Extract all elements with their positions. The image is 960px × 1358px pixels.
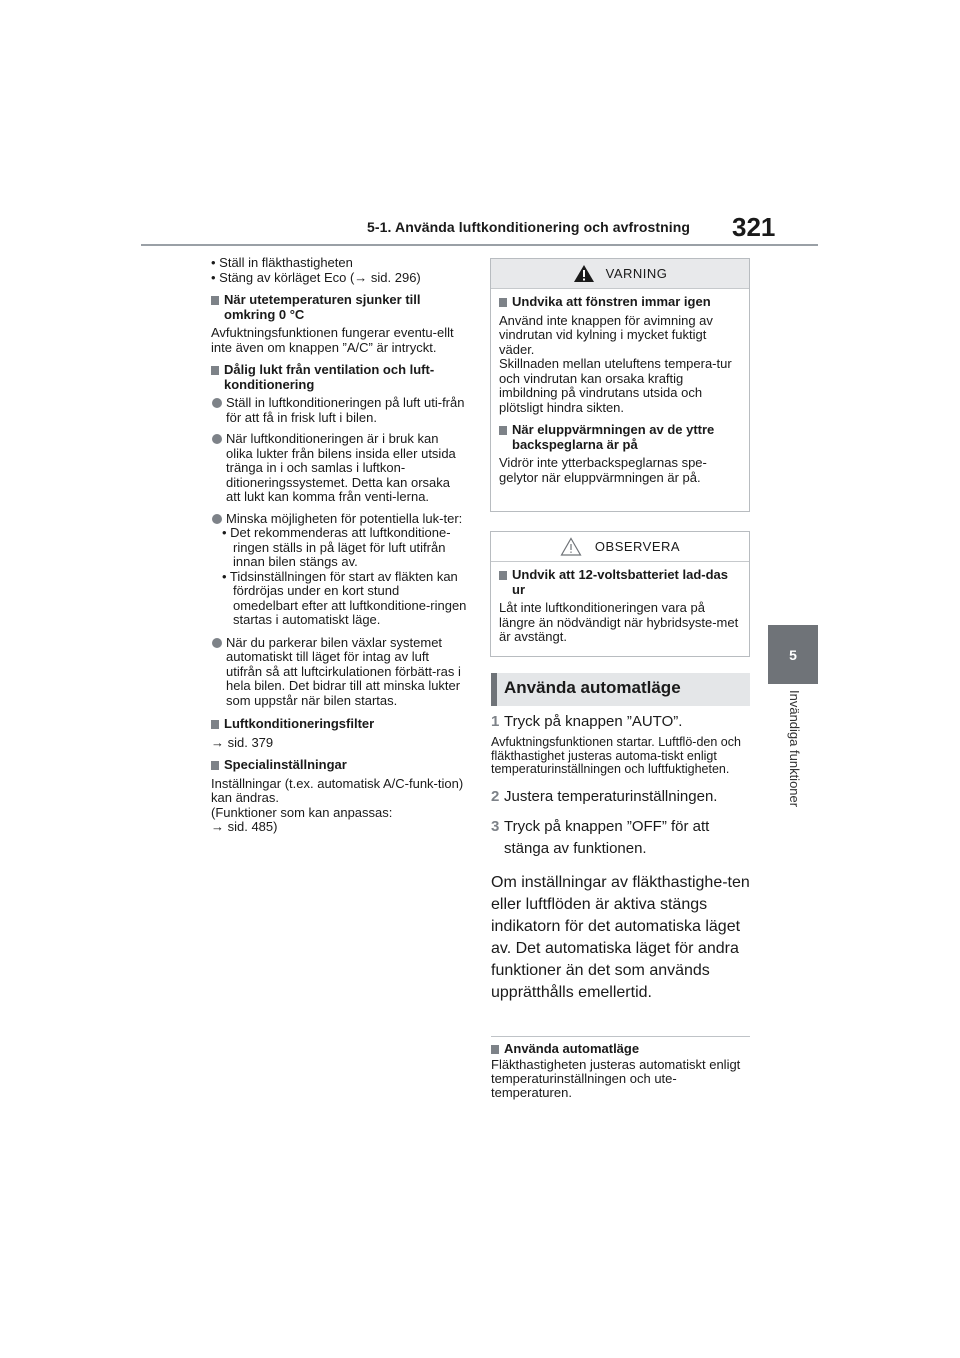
warning-header: [491, 259, 749, 289]
subsection-heading: Dålig lukt från ventilation och luft-konditionering: [211, 363, 467, 392]
page-reference: → sid. 379: [211, 734, 274, 750]
paragraph: Låt inte luftkonditioneringen vara på längre än nödvändigt när hybridsyste-met är avstängt.: [499, 600, 739, 644]
warning-box: [490, 258, 750, 512]
header-divider: [141, 244, 818, 246]
step-number: 2: [491, 787, 500, 805]
chapter-number: 5: [789, 646, 797, 663]
list-item: Ställ in luftkonditioneringen på luft uti-från för att få in frisk luft i bilen.: [211, 396, 467, 425]
step-note: Avfuktningsfunktionen startar. Luftflö-den och fläkthastighet justeras automa-tiskt enligt temperaturinställningen och luftfuktigheten.: [491, 735, 741, 776]
notice-box: [490, 531, 750, 657]
notice-body: [491, 562, 749, 645]
notice-label: OBSERVERA: [594, 539, 681, 554]
subsection-heading: När utetemperaturen sjunker till omkring 0 °C: [211, 293, 467, 322]
section-heading-text: Använda automatläge: [504, 678, 681, 697]
warning-label: VARNING: [605, 266, 668, 281]
square-bullet-icon: [211, 296, 219, 305]
sub-bullet: • Tidsinställningen för start av fläkten kan fördröjas under en kort stund omedelbart efter att luftkonditione-ringen startas i automatiskt läge.: [222, 568, 467, 627]
section-title: 5-1. Använda luftkonditionering och avfrostning: [367, 219, 691, 235]
circle-bullet-icon: [212, 434, 222, 444]
sub-bullet-list: [211, 526, 467, 628]
warning-body: [491, 289, 749, 485]
square-bullet-icon: [499, 426, 507, 435]
list-item: När luftkonditioneringen är i bruk kan olika lukter från bilens insida eller utsida tränga in i och samlas i luftkon-ditioneringssystemet. Detta kan orsaka att lukt kan komma från venti-lerna.: [211, 432, 467, 505]
step-item: 2 Justera temperaturinställningen.: [491, 787, 718, 805]
circle-bullet-icon: [212, 398, 222, 408]
page-number: 321: [732, 212, 776, 242]
notice-header: [491, 532, 749, 562]
sub-bullet: • Det rekommenderas att luftkonditione-ringen ställs in på läget för luft utifrån innan bilen stängs av.: [222, 525, 451, 569]
divider: [491, 1036, 750, 1037]
note-section: [491, 1042, 751, 1100]
intro-bullet: • Stäng av körläget Eco (→ sid. 296): [211, 269, 421, 285]
subsection-heading: Använda automatläge: [491, 1042, 751, 1056]
heading-accent-bar: [491, 673, 497, 706]
subsection-heading: När eluppvärmningen av de yttre backspeglarna är på: [499, 423, 741, 452]
paragraph: (Funktioner som kan anpassas:: [211, 804, 393, 820]
step-number: 3: [491, 817, 500, 835]
paragraph: Vidrör inte ytterbackspeglarnas spe-gelytor när eluppvärmningen är på.: [499, 455, 707, 485]
paragraph: Använd inte knappen för avimning av vindrutan vid kylning i mycket fuktigt väder.: [499, 312, 713, 357]
square-bullet-icon: [499, 298, 507, 307]
subsection-heading: Specialinställningar: [211, 758, 467, 773]
circle-bullet-icon: [212, 514, 222, 524]
step-item: 3 Tryck på knappen ”OFF” för att stänga av funktionen.: [491, 816, 751, 860]
subsection-heading: Luftkonditioneringsfilter: [211, 717, 467, 732]
step-item: 1 Tryck på knappen ”AUTO”.: [491, 713, 683, 730]
warning-icon: [573, 264, 595, 283]
step-number: 1: [491, 713, 500, 730]
chapter-label-text: Invändiga funktioner: [787, 690, 802, 808]
chapter-label: [780, 690, 808, 840]
right-column: [491, 712, 751, 1020]
chapter-tab: [768, 625, 818, 684]
square-bullet-icon: [491, 1045, 499, 1054]
square-bullet-icon: [499, 571, 507, 580]
page-reference: → sid. 485): [211, 819, 278, 834]
paragraph: Fläkthastigheten justeras automatiskt enligt temperaturinställningen och ute-temperaturen.: [491, 1057, 741, 1100]
list-item: När du parkerar bilen växlar systemet automatiskt till läget för intag av luft utifrån så att luftcirkulationen förbätt-ras i hela bilen. Det bidrar till att minska lukter som uppstår när bilen startas.: [211, 636, 467, 709]
caution-outline-icon: [560, 537, 582, 556]
subsection-heading: Undvik att 12-voltsbatteriet lad-das ur: [499, 568, 741, 597]
subsection-heading: Undvika att fönstren immar igen: [499, 295, 741, 310]
intro-bullet: • Ställ in fläkthastigheten: [211, 255, 353, 270]
paragraph: Skillnaden mellan uteluftens tempera-tur och vindrutan kan orsaka kraftig imbildning på vindrutans utsida och plötsligt hindra sikten.: [499, 356, 732, 415]
section-heading: [491, 673, 750, 706]
list-item: Minska möjligheten för potentiella luk-ter:: [211, 512, 467, 527]
square-bullet-icon: [211, 366, 219, 375]
left-column: [211, 256, 467, 835]
circle-bullet-icon: [212, 638, 222, 648]
square-bullet-icon: [211, 720, 219, 729]
paragraph: Inställningar (t.ex. automatisk A/C-funk-tion) kan ändras.: [211, 775, 464, 805]
paragraph: Avfuktningsfunktionen fungerar eventu-ellt inte även om knappen ”A/C” är intryckt.: [211, 325, 454, 355]
paragraph: Om inställningar av fläkthastighe-ten eller luftflöden är aktiva stängs indikatorn för det automatiska läget av. Det automatiska läget för andra funktioner än det som används upprätthålls emellertid.: [491, 873, 750, 1001]
square-bullet-icon: [211, 761, 219, 770]
